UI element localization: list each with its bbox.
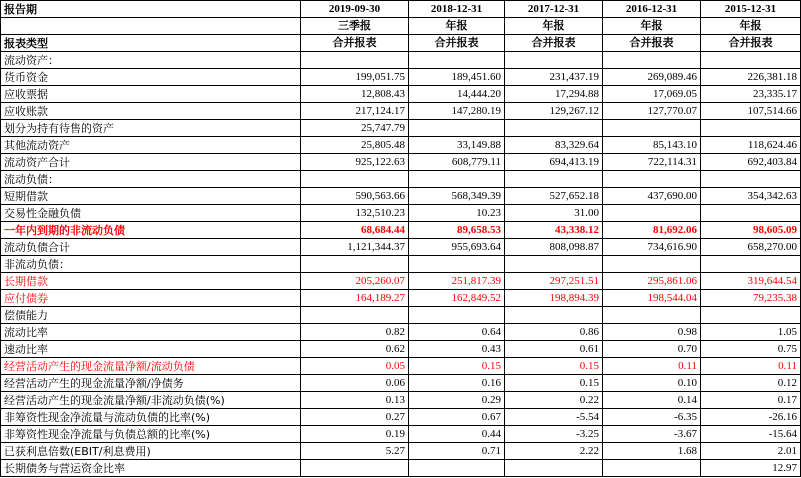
value-cell: 808,098.87 xyxy=(505,239,603,256)
table-row xyxy=(1,426,801,443)
value-cell: 10.23 xyxy=(409,205,505,222)
header-periods-cell: 2019-09-30 xyxy=(301,1,409,18)
value-cell: 0.14 xyxy=(603,392,701,409)
value-cell: 129,267.12 xyxy=(505,103,603,120)
table-row xyxy=(1,222,801,239)
value-cell: 0.71 xyxy=(409,443,505,460)
section-row xyxy=(1,256,801,273)
empty-cell xyxy=(409,256,505,273)
value-cell: 0.13 xyxy=(301,392,409,409)
empty-cell xyxy=(505,52,603,69)
value-cell: 722,114.31 xyxy=(603,154,701,171)
value-cell: -3.25 xyxy=(505,426,603,443)
value-cell: 68,684.44 xyxy=(301,222,409,239)
value-cell: 98,605.09 xyxy=(701,222,801,239)
value-cell: 269,089.46 xyxy=(603,69,701,86)
header-consolidation-cell: 合并报表 xyxy=(701,35,801,52)
value-cell: 231,437.19 xyxy=(505,69,603,86)
value-cell: 12,808.43 xyxy=(301,86,409,103)
value-cell: 0.11 xyxy=(701,358,801,375)
value-cell: 527,652.18 xyxy=(505,188,603,205)
row-label: 其他流动资产 xyxy=(1,137,301,154)
value-cell: 0.61 xyxy=(505,341,603,358)
row-label: 一年内到期的非流动负债 xyxy=(1,222,301,239)
table-row xyxy=(1,409,801,426)
value-cell: 1.05 xyxy=(701,324,801,341)
table-row xyxy=(1,188,801,205)
value-cell: 79,235.38 xyxy=(701,290,801,307)
value-cell xyxy=(409,120,505,137)
value-cell: 0.15 xyxy=(409,358,505,375)
section-row xyxy=(1,307,801,324)
header-periods-cell: 2017-12-31 xyxy=(505,1,603,18)
value-cell: 295,861.06 xyxy=(603,273,701,290)
value-cell: 31.00 xyxy=(505,205,603,222)
table-row xyxy=(1,137,801,154)
value-cell: 162,849.52 xyxy=(409,290,505,307)
value-cell: 608,779.11 xyxy=(409,154,505,171)
section-label: 流动资产： xyxy=(1,52,301,69)
empty-cell xyxy=(505,307,603,324)
value-cell: -26.16 xyxy=(701,409,801,426)
table-row xyxy=(1,392,801,409)
value-cell: 0.10 xyxy=(603,375,701,392)
row-label: 速动比率 xyxy=(1,341,301,358)
table-row xyxy=(1,103,801,120)
value-cell: 198,894.39 xyxy=(505,290,603,307)
empty-cell xyxy=(301,307,409,324)
section-row xyxy=(1,52,801,69)
value-cell xyxy=(603,205,701,222)
empty-cell xyxy=(603,171,701,188)
header-periods-cell: 2018-12-31 xyxy=(409,1,505,18)
table-row xyxy=(1,443,801,460)
value-cell: 226,381.18 xyxy=(701,69,801,86)
section-label: 偿债能力 xyxy=(1,307,301,324)
empty-cell xyxy=(505,171,603,188)
empty-cell xyxy=(301,171,409,188)
empty-cell xyxy=(701,256,801,273)
value-cell: 955,693.64 xyxy=(409,239,505,256)
header-label: 报告期 xyxy=(1,1,301,18)
table-row xyxy=(1,273,801,290)
row-label: 经营活动产生的现金流量净额/非流动负债(%) xyxy=(1,392,301,409)
value-cell: 5.27 xyxy=(301,443,409,460)
table-row xyxy=(1,341,801,358)
row-label: 交易性金融负债 xyxy=(1,205,301,222)
row-label: 非筹资性现金净流量与负债总额的比率(%) xyxy=(1,426,301,443)
row-label: 货币资金 xyxy=(1,69,301,86)
table-row xyxy=(1,69,801,86)
value-cell: 43,338.12 xyxy=(505,222,603,239)
value-cell: 1.68 xyxy=(603,443,701,460)
section-label: 流动负债： xyxy=(1,171,301,188)
value-cell: 2.22 xyxy=(505,443,603,460)
value-cell: 0.64 xyxy=(409,324,505,341)
value-cell xyxy=(505,460,603,477)
value-cell xyxy=(701,205,801,222)
value-cell: 0.70 xyxy=(603,341,701,358)
row-label: 流动负债合计 xyxy=(1,239,301,256)
value-cell: 568,349.39 xyxy=(409,188,505,205)
header-periods-cell: 2016-12-31 xyxy=(603,1,701,18)
header-label: 报表类型 xyxy=(1,35,301,52)
value-cell: 217,124.17 xyxy=(301,103,409,120)
value-cell: 12.97 xyxy=(701,460,801,477)
value-cell: 354,342.63 xyxy=(701,188,801,205)
value-cell: 107,514.66 xyxy=(701,103,801,120)
header-report_kind-cell: 年报 xyxy=(701,18,801,35)
header-label xyxy=(1,18,301,35)
value-cell: 0.43 xyxy=(409,341,505,358)
table-row xyxy=(1,205,801,222)
section-row xyxy=(1,171,801,188)
table-row xyxy=(1,460,801,477)
table-row xyxy=(1,324,801,341)
row-label: 应付债券 xyxy=(1,290,301,307)
value-cell: 0.05 xyxy=(301,358,409,375)
value-cell: 0.17 xyxy=(701,392,801,409)
empty-cell xyxy=(701,52,801,69)
value-cell: 0.86 xyxy=(505,324,603,341)
value-cell: 0.19 xyxy=(301,426,409,443)
empty-cell xyxy=(603,256,701,273)
header-row-periods xyxy=(1,1,801,18)
header-report_kind-cell: 三季报 xyxy=(301,18,409,35)
row-label: 短期借款 xyxy=(1,188,301,205)
value-cell: 692,403.84 xyxy=(701,154,801,171)
value-cell: 0.75 xyxy=(701,341,801,358)
row-label: 应收账款 xyxy=(1,103,301,120)
value-cell: 25,805.48 xyxy=(301,137,409,154)
value-cell: 147,280.19 xyxy=(409,103,505,120)
empty-cell xyxy=(505,256,603,273)
value-cell: 14,444.20 xyxy=(409,86,505,103)
value-cell: 199,051.75 xyxy=(301,69,409,86)
value-cell: 17,294.88 xyxy=(505,86,603,103)
table-row xyxy=(1,239,801,256)
value-cell: 2.01 xyxy=(701,443,801,460)
table-row xyxy=(1,86,801,103)
value-cell: 132,510.23 xyxy=(301,205,409,222)
value-cell: 0.11 xyxy=(603,358,701,375)
value-cell: 437,690.00 xyxy=(603,188,701,205)
value-cell: 89,658.53 xyxy=(409,222,505,239)
value-cell: 205,260.07 xyxy=(301,273,409,290)
header-report_kind-cell: 年报 xyxy=(603,18,701,35)
value-cell: 925,122.63 xyxy=(301,154,409,171)
value-cell: 198,544.04 xyxy=(603,290,701,307)
value-cell: 694,413.19 xyxy=(505,154,603,171)
value-cell: 0.12 xyxy=(701,375,801,392)
value-cell: 0.98 xyxy=(603,324,701,341)
empty-cell xyxy=(409,52,505,69)
value-cell: 189,451.60 xyxy=(409,69,505,86)
value-cell: 0.67 xyxy=(409,409,505,426)
row-label: 经营活动产生的现金流量净额/流动负债 xyxy=(1,358,301,375)
table-row xyxy=(1,375,801,392)
row-label: 划分为持有待售的资产 xyxy=(1,120,301,137)
value-cell: 33,149.88 xyxy=(409,137,505,154)
value-cell: 0.29 xyxy=(409,392,505,409)
value-cell: 590,563.66 xyxy=(301,188,409,205)
section-label: 非流动负债： xyxy=(1,256,301,273)
row-label: 经营活动产生的现金流量净额/净债务 xyxy=(1,375,301,392)
value-cell: 0.06 xyxy=(301,375,409,392)
value-cell: 83,329.64 xyxy=(505,137,603,154)
table-row xyxy=(1,120,801,137)
empty-cell xyxy=(409,171,505,188)
value-cell: -6.35 xyxy=(603,409,701,426)
empty-cell xyxy=(701,171,801,188)
empty-cell xyxy=(603,307,701,324)
row-label: 流动资产合计 xyxy=(1,154,301,171)
value-cell xyxy=(603,120,701,137)
row-label: 长期借款 xyxy=(1,273,301,290)
table-row xyxy=(1,358,801,375)
value-cell: 319,644.54 xyxy=(701,273,801,290)
empty-cell xyxy=(701,307,801,324)
value-cell: 297,251.51 xyxy=(505,273,603,290)
value-cell: 0.15 xyxy=(505,358,603,375)
value-cell: 251,817.39 xyxy=(409,273,505,290)
value-cell: 0.44 xyxy=(409,426,505,443)
row-label: 已获利息倍数(EBIT/利息费用) xyxy=(1,443,301,460)
header-consolidation-cell: 合并报表 xyxy=(301,35,409,52)
value-cell: 17,069.05 xyxy=(603,86,701,103)
value-cell: -15.64 xyxy=(701,426,801,443)
value-cell xyxy=(409,460,505,477)
value-cell: 734,616.90 xyxy=(603,239,701,256)
row-label: 非筹资性现金净流量与流动负债的比率(%) xyxy=(1,409,301,426)
value-cell: -5.54 xyxy=(505,409,603,426)
empty-cell xyxy=(409,307,505,324)
value-cell: 0.82 xyxy=(301,324,409,341)
value-cell: 164,189.27 xyxy=(301,290,409,307)
value-cell xyxy=(603,460,701,477)
header-consolidation-cell: 合并报表 xyxy=(505,35,603,52)
value-cell: -3.67 xyxy=(603,426,701,443)
row-label: 流动比率 xyxy=(1,324,301,341)
value-cell: 85,143.10 xyxy=(603,137,701,154)
row-label: 长期债务与营运资金比率 xyxy=(1,460,301,477)
table-row xyxy=(1,154,801,171)
value-cell: 0.15 xyxy=(505,375,603,392)
value-cell: 0.16 xyxy=(409,375,505,392)
empty-cell xyxy=(301,52,409,69)
header-periods-cell: 2015-12-31 xyxy=(701,1,801,18)
empty-cell xyxy=(603,52,701,69)
value-cell: 25,747.79 xyxy=(301,120,409,137)
value-cell: 23,335.17 xyxy=(701,86,801,103)
row-label: 应收票据 xyxy=(1,86,301,103)
value-cell: 0.22 xyxy=(505,392,603,409)
header-row-report_kind xyxy=(1,18,801,35)
header-consolidation-cell: 合并报表 xyxy=(603,35,701,52)
value-cell: 127,770.07 xyxy=(603,103,701,120)
value-cell: 658,270.00 xyxy=(701,239,801,256)
header-consolidation-cell: 合并报表 xyxy=(409,35,505,52)
header-report_kind-cell: 年报 xyxy=(409,18,505,35)
header-report_kind-cell: 年报 xyxy=(505,18,603,35)
value-cell: 81,692.06 xyxy=(603,222,701,239)
value-cell: 0.27 xyxy=(301,409,409,426)
value-cell: 1,121,344.37 xyxy=(301,239,409,256)
value-cell: 118,624.46 xyxy=(701,137,801,154)
value-cell xyxy=(505,120,603,137)
value-cell xyxy=(301,460,409,477)
value-cell xyxy=(701,120,801,137)
empty-cell xyxy=(301,256,409,273)
table-row xyxy=(1,290,801,307)
header-row-consolidation xyxy=(1,35,801,52)
value-cell: 0.62 xyxy=(301,341,409,358)
